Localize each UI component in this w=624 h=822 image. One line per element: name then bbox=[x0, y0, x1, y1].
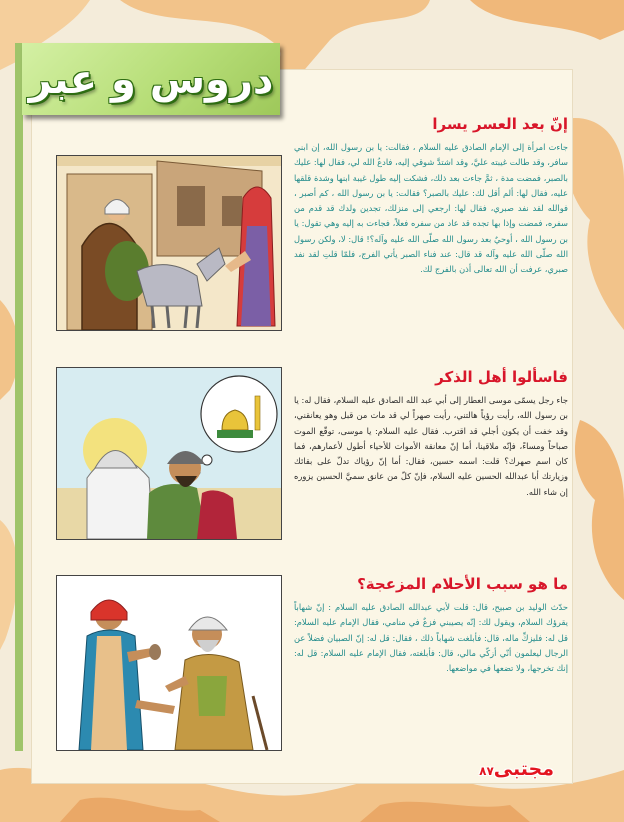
illustration-woman-and-traveler bbox=[56, 155, 282, 331]
illustration-dream-shrine bbox=[56, 367, 282, 540]
section-heading: ما هو سبب الأحلام المزعجة؟ bbox=[357, 575, 568, 593]
page-number: ٨٧ bbox=[479, 764, 494, 778]
brand-name: مجتبى bbox=[493, 758, 554, 780]
section-heading: إنّ بعد العسر يسرا bbox=[432, 115, 568, 133]
section-after-hardship-ease bbox=[294, 115, 568, 278]
page-title: دروس و عبر bbox=[28, 57, 274, 103]
brand-logo bbox=[464, 756, 554, 782]
section-body: حدّث الوليد بن صبيح، قال: قلت لأبي عبدالله الصادق عليه السلام : إنّ شهاباً يقرؤك السلام، ويقول لك: إنّه يصيبني فزعٌ في منامي، فقال الإمام عليه السلام: قل له: فليزكِّ ماله، قال: فأبلغت شهاباً ذلك ، فقال: قل له: إنّ الصبيان فضلاً عن الرجال ليعلمون أنّي أزكّي مالي، قال: فأبلغته، فقال الإمام عليه السلام: قل له: إنك تخرجها، ولا تضعها في مواضعها. bbox=[294, 602, 568, 674]
section-ask-the-people-of-remembrance bbox=[294, 368, 568, 500]
section-heading: فاسألوا أهل الذكر bbox=[435, 368, 568, 386]
green-side-strip bbox=[15, 43, 23, 751]
section-cause-of-bad-dreams bbox=[294, 575, 568, 676]
section-body: جاءت امرأة إلى الإمام الصادق عليه السلام ، فقالت: يا بن رسول الله، إن ابني سافر، وقد طالت غيبته عليَّ، وقد اشتدَّ شوقي إليه، فادعُ الله لي، فقال لها: عليك بالصبر، فمضت مدة ، ثمَّ جاءت بعد ذلك، فشكت إليه طول غيبة ابنها وشدة قلقها عليه، فقال لها: ألم أقل لك: عليك بالصبر؟ فقالت: يا بن رسول الله ، كم أصبر ، فوالله لقد نفد صبري، فقال لها: ارجعي إلى منزلك، تجدين ولدك قد قدم من سفره، فمضت وإذا بها تجده قد عاد من سفره فعلاً، فجاءت به إليه وهي تقول: يا بن رسول الله ، أوحيٌ بعد رسول الله صلّى الله عليه وآله؟! قال: لا، ولكن رسول الله صلّى الله عليه وآله قد قال: عند فناء الصبر يأتي الفرج، فلمّا قلتِ لقد نفد صبري، عرفت أن الله تعالى أذن بالفرج لك. bbox=[294, 142, 568, 275]
section-body: جاء رجل يسمّى موسى العطار إلى أبي عبد الله الصادق عليه السلام، فقال له: يا بن رسول الله، رأيت رؤياً هالتني، رأيت صهراً لي قد مات من قبل وهو يعانقني، وقد خفت أن يكون أجلي قد اقترب. فقال عليه السلام: يا موسى، توقّع الموت صباحاً ومساءً، فإنّه ملاقينا، أما إنّ معانقة الأموات للأحياء أطول لأعمارهم، فما كان اسم صهرك؟ قلت: اسمه حسين، فقال: أما إنّ رؤياك تدلّ على بقائك وزيارتك أبا عبدالله الحسين عليه السلام، فإنّ كلّ من عانق سميَّ الحسين يزوره إن شاء الله. bbox=[294, 395, 568, 497]
illustration-two-men-talking bbox=[56, 575, 282, 751]
